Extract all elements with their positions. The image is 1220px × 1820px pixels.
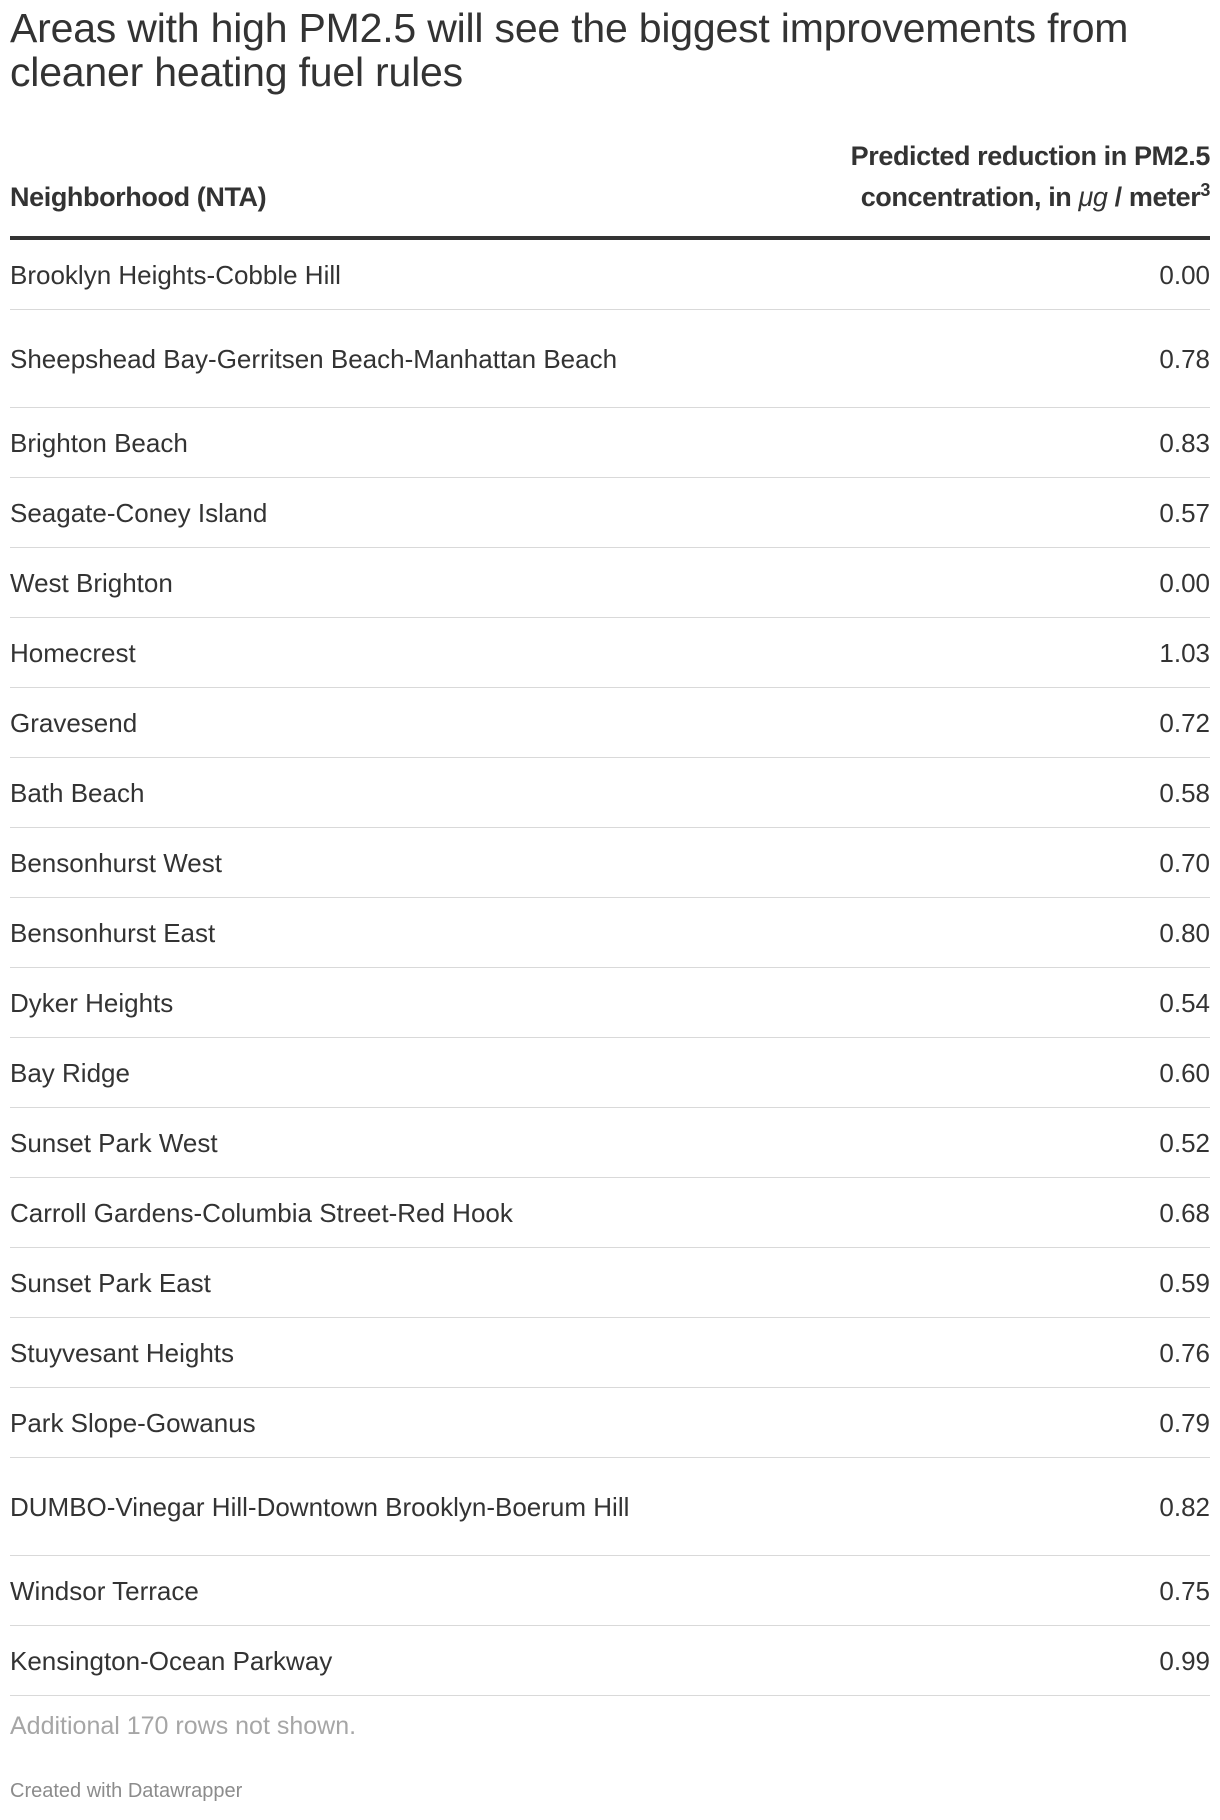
row-neighborhood-name: West Brighton (10, 567, 173, 598)
unit-mu: μg (1078, 182, 1108, 212)
row-reduction-value: 0.00 (1159, 567, 1210, 598)
row-reduction-value: 0.54 (1159, 987, 1210, 1018)
row-neighborhood-name: Bath Beach (10, 777, 145, 808)
table-row (10, 1108, 1210, 1178)
table-row (10, 898, 1210, 968)
row-neighborhood-name: Bay Ridge (10, 1057, 130, 1088)
table-row (10, 758, 1210, 828)
row-reduction-value: 1.03 (1159, 637, 1210, 668)
table-row (10, 968, 1210, 1038)
row-neighborhood-name: Bensonhurst West (10, 847, 222, 878)
table-row (10, 1388, 1210, 1458)
table-header (10, 141, 1210, 240)
row-reduction-value: 0.80 (1159, 917, 1210, 948)
row-neighborhood-name: Windsor Terrace (10, 1575, 199, 1606)
datawrapper-credit[interactable]: Created with Datawrapper (10, 1780, 243, 1802)
row-neighborhood-name: Gravesend (10, 707, 138, 738)
table-row (10, 1248, 1210, 1318)
row-reduction-value: 0.59 (1159, 1267, 1210, 1298)
table-row (10, 408, 1210, 478)
table-row (10, 1626, 1210, 1696)
row-neighborhood-name: Kensington-Ocean Parkway (10, 1645, 333, 1676)
row-neighborhood-name: Seagate-Coney Island (10, 497, 268, 528)
table-row (10, 548, 1210, 618)
row-reduction-value: 0.99 (1159, 1645, 1210, 1676)
unit-rest: / meter (1107, 182, 1201, 212)
rows-not-shown-note: Additional 170 rows not shown. (10, 1712, 357, 1740)
unit-superscript: 3 (1200, 180, 1210, 200)
column-header-reduction-line1: Predicted reduction in PM2.5 (850, 141, 1210, 171)
row-neighborhood-name: Carroll Gardens-Columbia Street-Red Hook (10, 1197, 513, 1228)
column-header-reduction-line2 (851, 177, 1210, 218)
chart-title: Areas with high PM2.5 will see the biggest improvements from cleaner heating fuel rules (10, 5, 1129, 95)
column-header-neighborhood[interactable]: Neighborhood (NTA) (10, 182, 267, 212)
row-reduction-value: 0.52 (1159, 1127, 1210, 1158)
row-neighborhood-name: Sheepshead Bay-Gerritsen Beach-Manhattan Beach (10, 343, 618, 374)
row-reduction-value: 0.83 (1159, 427, 1210, 458)
table-row (10, 310, 1210, 408)
table-row (10, 1458, 1210, 1556)
row-reduction-value: 0.58 (1159, 777, 1210, 808)
row-neighborhood-name: Dyker Heights (10, 987, 174, 1018)
table-row (10, 478, 1210, 548)
row-reduction-value: 0.68 (1159, 1197, 1210, 1228)
table-row (10, 1178, 1210, 1248)
row-reduction-value: 0.79 (1159, 1407, 1210, 1438)
row-neighborhood-name: Brooklyn Heights-Cobble Hill (10, 259, 341, 290)
row-reduction-value: 0.76 (1159, 1337, 1210, 1368)
row-reduction-value: 0.70 (1159, 847, 1210, 878)
row-reduction-value: 0.57 (1159, 497, 1210, 528)
row-reduction-value: 0.72 (1159, 707, 1210, 738)
row-reduction-value: 0.00 (1159, 259, 1210, 290)
row-neighborhood-name: Bensonhurst East (10, 917, 216, 948)
table-row (10, 1318, 1210, 1388)
row-neighborhood-name: Brighton Beach (10, 427, 188, 458)
table-body (10, 240, 1210, 1696)
table-row (10, 240, 1210, 310)
row-neighborhood-name: Sunset Park West (10, 1127, 218, 1158)
row-neighborhood-name: Homecrest (10, 637, 136, 668)
table-row (10, 688, 1210, 758)
row-reduction-value: 0.82 (1159, 1491, 1210, 1522)
row-neighborhood-name: Stuyvesant Heights (10, 1337, 235, 1368)
table-row (10, 1556, 1210, 1626)
table-row (10, 618, 1210, 688)
row-neighborhood-name: DUMBO-Vinegar Hill-Downtown Brooklyn-Boerum Hill (10, 1491, 630, 1522)
row-reduction-value: 0.75 (1159, 1575, 1210, 1606)
row-neighborhood-name: Sunset Park East (10, 1267, 211, 1298)
table-row (10, 1038, 1210, 1108)
row-neighborhood-name: Park Slope-Gowanus (10, 1407, 256, 1438)
row-reduction-value: 0.78 (1159, 343, 1210, 374)
unit-prefix: concentration, in (860, 182, 1079, 212)
row-reduction-value: 0.60 (1159, 1057, 1210, 1088)
data-table (10, 141, 1210, 1696)
table-row (10, 828, 1210, 898)
column-header-reduction[interactable] (851, 136, 1210, 218)
